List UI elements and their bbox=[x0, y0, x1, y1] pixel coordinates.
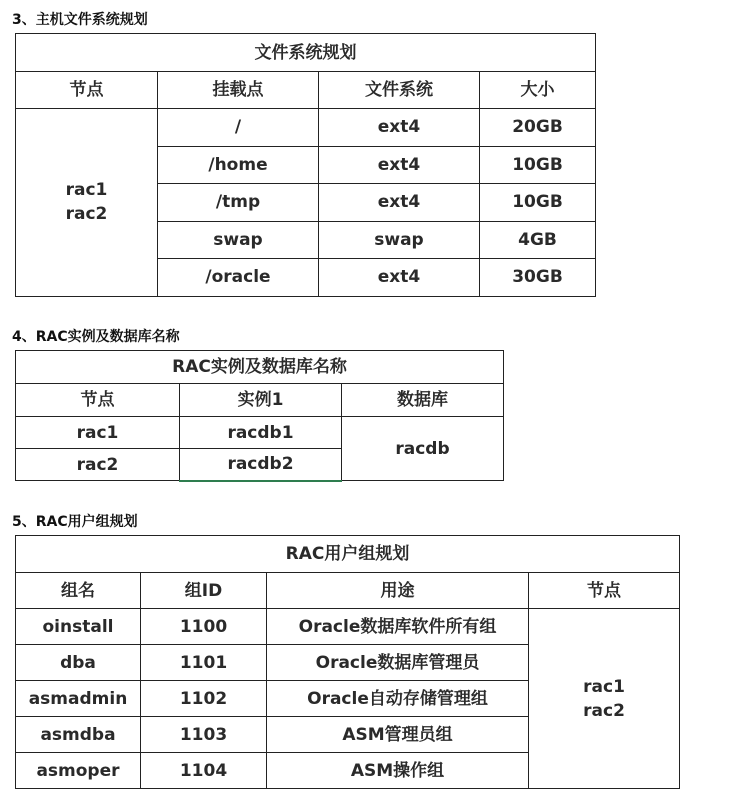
mount-cell: /tmp bbox=[158, 184, 319, 222]
column-header: 文件系统 bbox=[319, 72, 480, 109]
column-header: 数据库 bbox=[342, 384, 504, 417]
instance-cell-selected[interactable]: racdb2 bbox=[180, 449, 342, 481]
column-header: 用途 bbox=[267, 573, 529, 609]
node-cell: rac1 bbox=[16, 417, 180, 449]
node-rac1: rac1 bbox=[583, 676, 625, 697]
node-cell bbox=[529, 609, 680, 789]
mount-cell: /oracle bbox=[158, 259, 319, 297]
column-header: 大小 bbox=[480, 72, 596, 109]
node-cell: rac2 bbox=[16, 449, 180, 481]
column-header: 节点 bbox=[16, 72, 158, 109]
group-id-cell: 1101 bbox=[141, 645, 267, 681]
section-3-heading: 3、主机文件系统规划 bbox=[12, 12, 148, 28]
size-cell: 10GB bbox=[480, 146, 596, 184]
instance-cell: racdb1 bbox=[180, 417, 342, 449]
table-title: RAC实例及数据库名称 bbox=[16, 351, 504, 384]
purpose-cell: Oracle数据库管理员 bbox=[267, 645, 529, 681]
node-rac2: rac2 bbox=[65, 204, 108, 225]
group-name-cell: asmadmin bbox=[16, 681, 141, 717]
column-header: 节点 bbox=[16, 384, 180, 417]
rac-instance-table bbox=[15, 350, 504, 482]
group-name-cell: asmoper bbox=[16, 753, 141, 789]
size-cell: 30GB bbox=[480, 259, 596, 297]
node-rac1: rac1 bbox=[65, 180, 108, 201]
node-cell bbox=[16, 109, 158, 297]
column-header: 组名 bbox=[16, 573, 141, 609]
user-group-table bbox=[15, 535, 680, 789]
fs-cell: ext4 bbox=[319, 259, 480, 297]
group-id-cell: 1102 bbox=[141, 681, 267, 717]
fs-cell: ext4 bbox=[319, 184, 480, 222]
group-id-cell: 1103 bbox=[141, 717, 267, 753]
section-4-heading: 4、RAC实例及数据库名称 bbox=[12, 329, 180, 345]
group-name-cell: oinstall bbox=[16, 609, 141, 645]
group-id-cell: 1100 bbox=[141, 609, 267, 645]
group-id-cell: 1104 bbox=[141, 753, 267, 789]
filesystem-table bbox=[15, 33, 596, 297]
database-cell: racdb bbox=[342, 417, 504, 481]
group-name-cell: dba bbox=[16, 645, 141, 681]
table-title: RAC用户组规划 bbox=[16, 536, 680, 573]
column-header: 组ID bbox=[141, 573, 267, 609]
size-cell: 10GB bbox=[480, 184, 596, 222]
table-title: 文件系统规划 bbox=[16, 34, 596, 72]
fs-cell: swap bbox=[319, 221, 480, 259]
size-cell: 20GB bbox=[480, 109, 596, 147]
purpose-cell: Oracle数据库软件所有组 bbox=[267, 609, 529, 645]
fs-cell: ext4 bbox=[319, 109, 480, 147]
fs-cell: ext4 bbox=[319, 146, 480, 184]
section-5-heading: 5、RAC用户组规划 bbox=[12, 514, 138, 530]
purpose-cell: ASM管理员组 bbox=[267, 717, 529, 753]
purpose-cell: Oracle自动存储管理组 bbox=[267, 681, 529, 717]
column-header: 节点 bbox=[529, 573, 680, 609]
column-header: 挂载点 bbox=[158, 72, 319, 109]
mount-cell: /home bbox=[158, 146, 319, 184]
purpose-cell: ASM操作组 bbox=[267, 753, 529, 789]
column-header: 实例1 bbox=[180, 384, 342, 417]
node-rac2: rac2 bbox=[583, 700, 625, 721]
group-name-cell: asmdba bbox=[16, 717, 141, 753]
mount-cell: / bbox=[158, 109, 319, 147]
mount-cell: swap bbox=[158, 221, 319, 259]
size-cell: 4GB bbox=[480, 221, 596, 259]
